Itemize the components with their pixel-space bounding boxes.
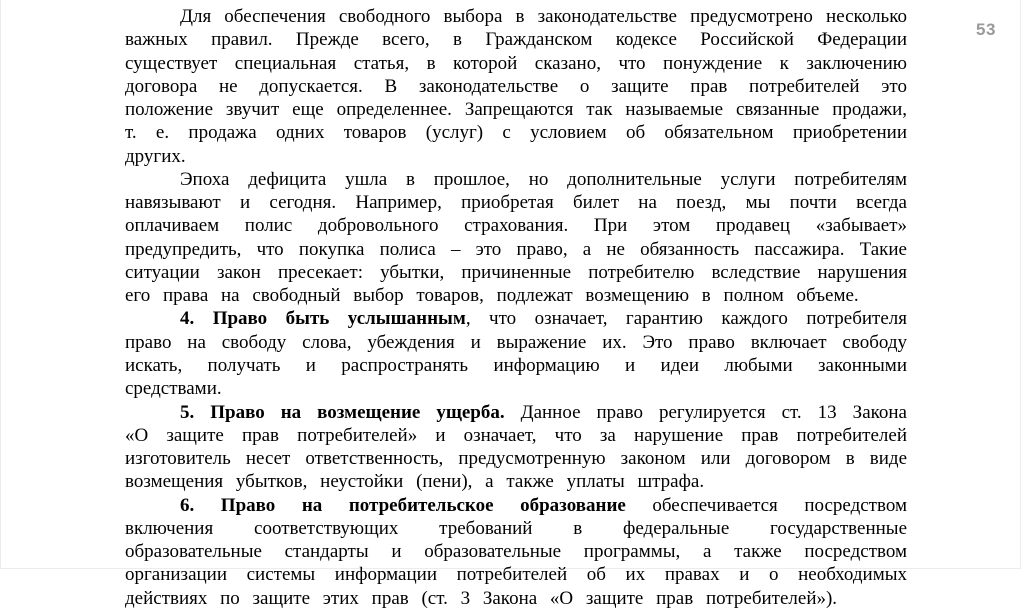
paragraph: [125, 494, 907, 610]
slide-text-block: [125, 5, 907, 610]
paragraph: [125, 401, 907, 494]
paragraph-text: обеспечивается посредством включения соответствующих требований в федеральные государственные образовательные стандарты и образовательные программы, а также посредством организации системы информации потребителей об их правах и о необходимых действиях по защите этих прав (ст. 3 Закона «О защите прав потребителей»).: [125, 494, 907, 609]
paragraph: [125, 5, 907, 168]
paragraph-lead: 4. Право быть услышанным: [180, 308, 466, 330]
paragraph-text: Данное право регулируется ст. 13 Закона «О защите прав потребителей» и означает, что за нарушение прав потребителей изготовитель несет ответственность, предусмотренную законом или договором в виде возмещения убытков, неустойки (пени), а также уплаты штрафа.: [125, 401, 907, 493]
paragraph-text: Эпоха дефицита ушла в прошлое, но дополнительные услуги потребителям навязывают и сегодня. Например, приобретая билет на поезд, мы почти всегда оплачиваем полис добровольного страхования. При этом продавец «забывает» предупредить, что покупка полиса – это право, а не обязанность пассажира. Такие ситуации закон пресекает: убытки, причиненные потребителю вследствие нарушения его права на свободный выбор товаров, подлежат возмещению в полном объеме.: [125, 168, 907, 307]
paragraph-lead: 6. Право на потребительское образование: [180, 494, 626, 516]
paragraph: [125, 307, 907, 400]
paragraph-text: , что означает, гарантию каждого потребителя право на свободу слова, убеждения и выражение их. Это право включает свободу искать, получать и распространять информацию и идеи любыми законными средствами.: [125, 308, 907, 400]
paragraph: [125, 168, 907, 308]
paragraph-lead: 5. Право на возмещение ущерба.: [180, 401, 505, 423]
paragraph-text: Для обеспечения свободного выбора в законодательстве предусмотрено несколько важных правил. Прежде всего, в Гражданском кодексе Российской Федерации существует специальная статья, в которой сказано, что понуждение к заключению договора не допускается. В законодательстве о защите прав потребителей это положение звучит еще определеннее. Запрещаются так называемые связанные продажи, т. е. продажа одних товаров (услуг) с условием об обязательном приобретении других.: [125, 6, 907, 167]
page-number: 53: [976, 20, 996, 39]
